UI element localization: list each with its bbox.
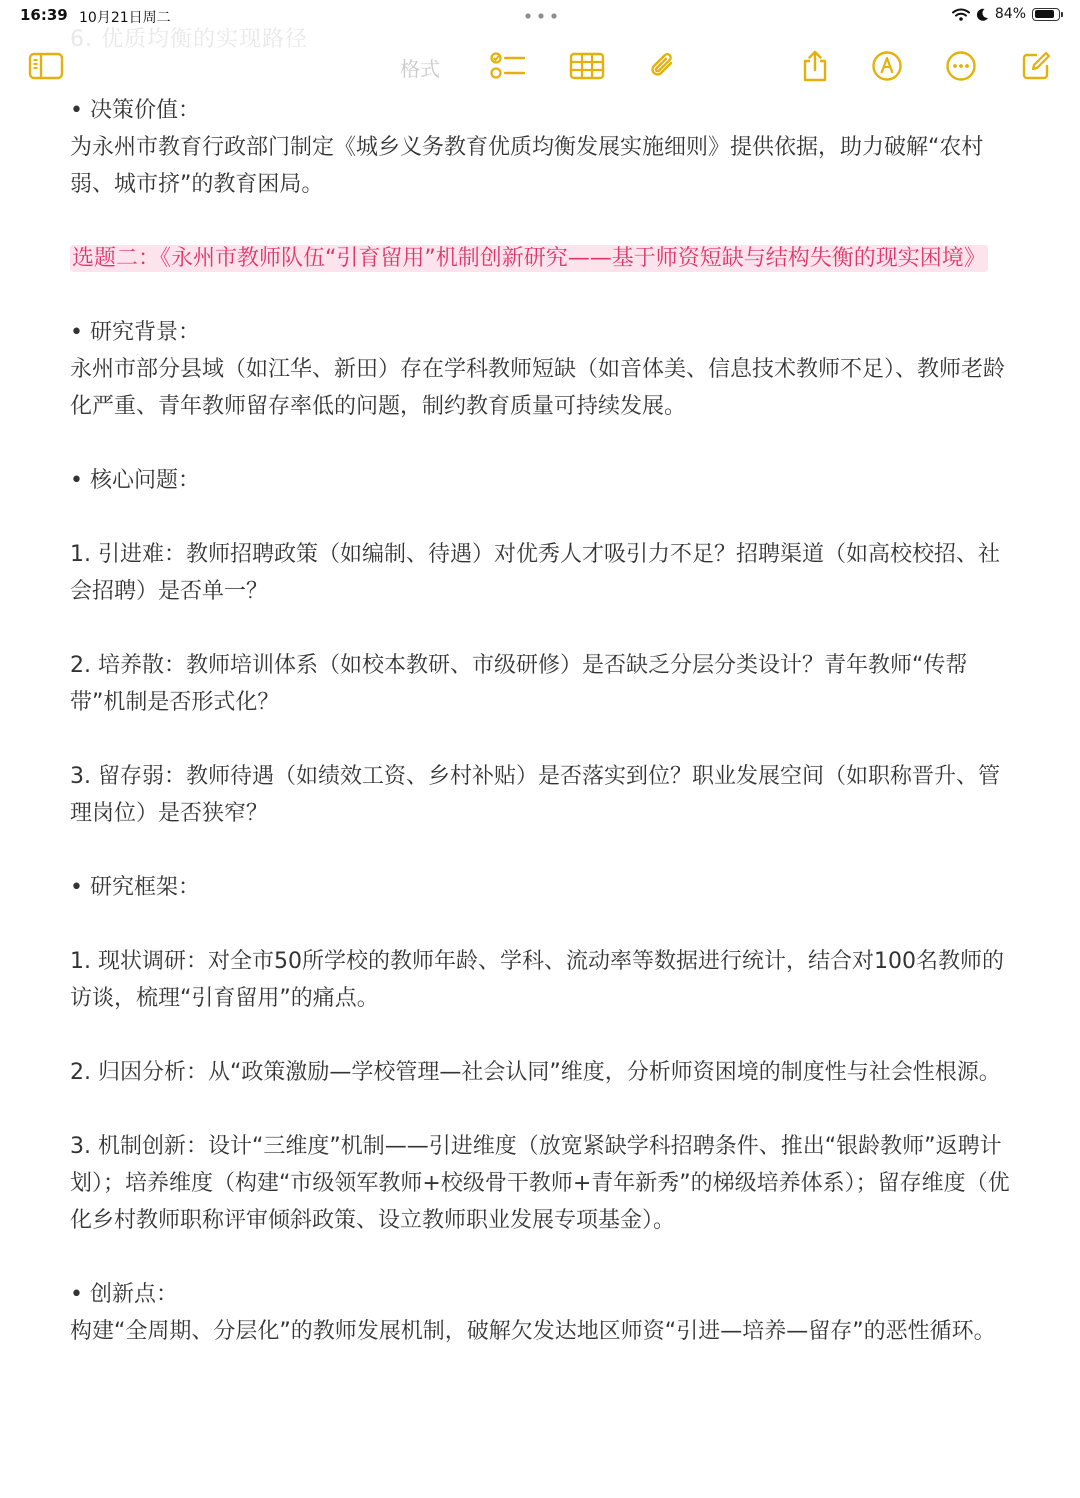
format-button[interactable]: 格式 <box>400 57 440 81</box>
table-icon <box>569 52 605 80</box>
section-heading: • 决策价值： <box>70 98 200 123</box>
blank-line <box>70 277 1015 314</box>
section-heading: • 创新点： <box>70 1282 178 1307</box>
faded-header-text: 6. 优质均衡的实现路径 <box>70 27 308 52</box>
section-heading: • 研究框架： <box>70 875 200 900</box>
status-time: 16:39 <box>20 6 68 24</box>
blank-line <box>70 203 1015 240</box>
compose-icon <box>1020 50 1052 82</box>
checklist-icon <box>490 51 526 81</box>
note-paragraph: 2. 归因分析：从“政策激励—学校管理—社会认同”维度，分析师资困境的制度性与社会性根源。 <box>70 1060 1001 1085</box>
status-indicators <box>952 6 1060 22</box>
pen-circle-icon <box>871 50 903 82</box>
blank-line <box>70 610 1015 647</box>
share-icon <box>800 49 830 83</box>
multitasking-dots-icon[interactable] <box>524 13 558 19</box>
moon-icon <box>976 8 989 21</box>
blank-line <box>70 499 1015 536</box>
note-paragraph: 2. 培养散：教师培训体系（如校本教研、市级研修）是否缺乏分层分类设计？青年教师“传帮带”机制是否形式化？ <box>70 653 968 715</box>
sidebar-toggle-button[interactable] <box>24 44 68 88</box>
blank-line <box>70 1091 1015 1128</box>
note-paragraph: 构建“全周期、分层化”的教师发展机制，破解欠发达地区师资“引进—培养—留存”的恶性循环。 <box>70 1319 996 1344</box>
blank-line <box>70 425 1015 462</box>
table-button[interactable] <box>565 44 609 88</box>
status-date: 10月21日周二 <box>79 10 171 26</box>
more-button[interactable] <box>939 44 983 88</box>
topic-heading <box>70 240 1015 277</box>
note-paragraph: 3. 留存弱：教师待遇（如绩效工资、乡村补贴）是否落实到位？职业发展空间（如职称晋升、管理岗位）是否狭窄？ <box>70 764 1000 826</box>
note-paragraph: 1. 引进难：教师招聘政策（如编制、待遇）对优秀人才吸引力不足？招聘渠道（如高校校招、社会招聘）是否单一？ <box>70 542 1000 604</box>
topic-heading-highlight: 选题二：《永州市教师队伍“引育留用”机制创新研究——基于师资短缺与结构失衡的现实困境》 <box>72 246 986 271</box>
checklist-button[interactable] <box>486 44 530 88</box>
sidebar-icon <box>28 52 64 80</box>
blank-line <box>70 721 1015 758</box>
battery-icon <box>1032 8 1060 21</box>
note-paragraph: 为永州市教育行政部门制定《城乡义务教育优质均衡发展实施细则》提供依据，助力破解“农村弱、城市挤”的教育困局。 <box>70 135 984 197</box>
paperclip-icon <box>647 50 679 82</box>
share-button[interactable] <box>793 44 837 88</box>
notes-toolbar <box>0 44 1080 88</box>
compose-button[interactable] <box>1014 44 1058 88</box>
note-paragraph: 永州市部分县域（如江华、新田）存在学科教师短缺（如音体美、信息技术教师不足）、教师老龄化严重、青年教师留存率低的问题，制约教育质量可持续发展。 <box>70 357 1006 419</box>
section-heading: • 核心问题： <box>70 468 200 493</box>
battery-percent: 84% <box>994 6 1026 22</box>
attachment-button[interactable] <box>641 44 685 88</box>
blank-line <box>70 1017 1015 1054</box>
battery-fill <box>1035 10 1054 18</box>
ellipsis-circle-icon <box>945 50 977 82</box>
blank-line <box>70 832 1015 869</box>
note-body[interactable] <box>70 92 1015 1350</box>
section-heading: • 研究背景： <box>70 320 200 345</box>
markup-button[interactable] <box>865 44 909 88</box>
note-paragraph: 3. 机制创新：设计“三维度”机制——引进维度（放宽紧缺学科招聘条件、推出“银龄教师”返聘计划）；培养维度（构建“市级领军教师+校级骨干教师+青年新秀”的梯级培养体系）；留存维度（优化乡村教师职称评审倾斜政策、设立教师职业发展专项基金）。 <box>70 1134 1010 1233</box>
blank-line <box>70 906 1015 943</box>
note-paragraph: 1. 现状调研：对全市50所学校的教师年龄、学科、流动率等数据进行统计，结合对100名教师的访谈，梳理“引育留用”的痛点。 <box>70 949 1004 1011</box>
blank-line <box>70 1239 1015 1276</box>
wifi-icon <box>952 8 970 21</box>
